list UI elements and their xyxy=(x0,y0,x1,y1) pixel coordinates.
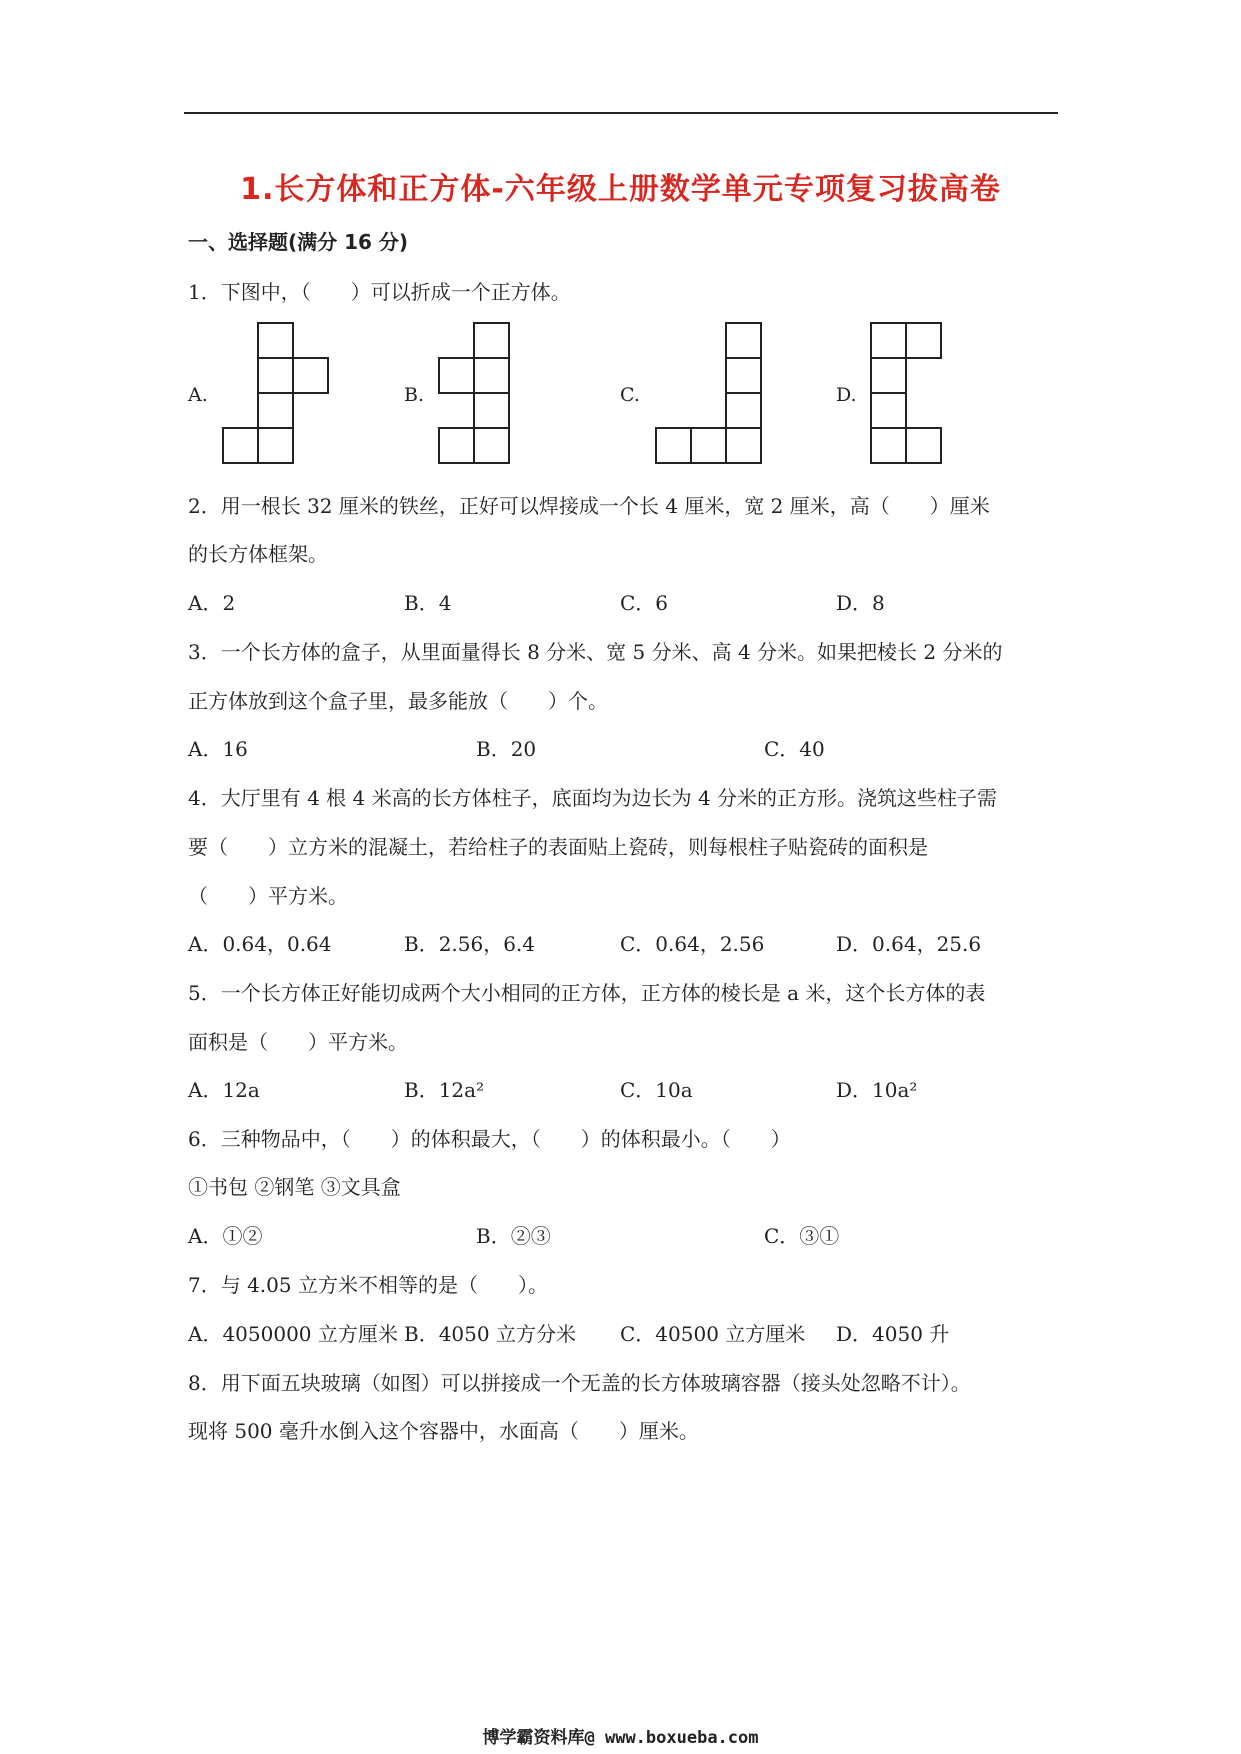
question-6-line-1: 6．三种物品中，（ ）的体积最大，（ ）的体积最小。（ ） xyxy=(188,1127,791,1151)
q4-option-d: D．0.64，25.6 xyxy=(836,932,982,956)
q1-option-a-label: A. xyxy=(188,384,208,406)
cube-net-c xyxy=(650,322,766,466)
footer-watermark: 博学霸资料库@ www.boxueba.com xyxy=(482,1728,759,1748)
question-6-line-2: ①书包 ②钢笔 ③文具盒 xyxy=(188,1175,401,1199)
question-1-text: 1．下图中，（ ）可以折成一个正方体。 xyxy=(188,280,571,304)
q5-option-b: B．12a² xyxy=(404,1078,485,1102)
q3-option-a: A．16 xyxy=(188,737,248,761)
question-3-line-1: 3．一个长方体的盒子，从里面量得长 8 分米、宽 5 分米、高 4 分米。如果把棱长 2 分米的 xyxy=(188,640,1003,664)
q1-option-b-label: B. xyxy=(404,384,425,406)
cube-net-b xyxy=(434,322,514,466)
question-3-line-2: 正方体放到这个盒子里，最多能放（ ）个。 xyxy=(188,689,608,713)
q7-option-b: B．4050 立方分米 xyxy=(404,1322,576,1346)
q5-option-a: A．12a xyxy=(188,1078,260,1102)
q4-option-c: C．0.64，2.56 xyxy=(620,932,765,956)
q7-option-d: D．4050 升 xyxy=(836,1322,950,1346)
q5-option-d: D．10a² xyxy=(836,1078,918,1102)
q6-option-c: C．③① xyxy=(764,1224,840,1248)
question-2-line-1: 2．用一根长 32 厘米的铁丝，正好可以焊接成一个长 4 厘米，宽 2 厘米，高（ ）厘米 xyxy=(188,494,990,518)
q2-option-a: A．2 xyxy=(188,591,236,615)
question-2-line-2: 的长方体框架。 xyxy=(188,542,328,566)
question-4-line-1: 4．大厅里有 4 根 4 米高的长方体柱子，底面均为边长为 4 分米的正方形。浇筑这些柱子需 xyxy=(188,786,998,810)
q4-option-b: B．2.56，6.4 xyxy=(404,932,536,956)
q2-option-c: C．6 xyxy=(620,591,669,615)
q1-option-c-label: C. xyxy=(620,384,640,406)
q3-option-b: B．20 xyxy=(476,737,537,761)
section-heading: 一、选择题(满分 16 分) xyxy=(188,230,409,254)
q6-option-b: B．②③ xyxy=(476,1224,551,1248)
q3-option-c: C．40 xyxy=(764,737,825,761)
page-title: 1.长方体和正方体-六年级上册数学单元专项复习拔高卷 xyxy=(240,172,1001,207)
q1-option-d-label: D. xyxy=(836,384,857,406)
question-4-line-2: 要（ ）立方米的混凝土，若给柱子的表面贴上瓷砖，则每根柱子贴瓷砖的面积是 xyxy=(188,835,928,859)
question-5-line-1: 5．一个长方体正好能切成两个大小相同的正方体，正方体的棱长是 a 米，这个长方体的表 xyxy=(188,981,986,1005)
q6-option-a: A．①② xyxy=(188,1224,263,1248)
q5-option-c: C．10a xyxy=(620,1078,693,1102)
q4-option-a: A．0.64，0.64 xyxy=(188,932,332,956)
cube-net-d xyxy=(866,322,946,466)
q7-option-a: A．4050000 立方厘米 xyxy=(188,1322,398,1346)
question-8-line-2: 现将 500 毫升水倒入这个容器中，水面高（ ）厘米。 xyxy=(188,1419,699,1443)
cube-net-a xyxy=(220,322,330,466)
header-rule xyxy=(184,112,1058,114)
q7-option-c: C．40500 立方厘米 xyxy=(620,1322,806,1346)
q2-option-b: B．4 xyxy=(404,591,452,615)
q2-option-d: D．8 xyxy=(836,591,885,615)
question-5-line-2: 面积是（ ）平方米。 xyxy=(188,1030,408,1054)
question-7-line-1: 7．与 4.05 立方米不相等的是（ ）。 xyxy=(188,1273,548,1297)
question-4-line-3: （ ）平方米。 xyxy=(188,884,348,908)
question-8-line-1: 8．用下面五块玻璃（如图）可以拼接成一个无盖的长方体玻璃容器（接头处忽略不计）。 xyxy=(188,1371,971,1395)
